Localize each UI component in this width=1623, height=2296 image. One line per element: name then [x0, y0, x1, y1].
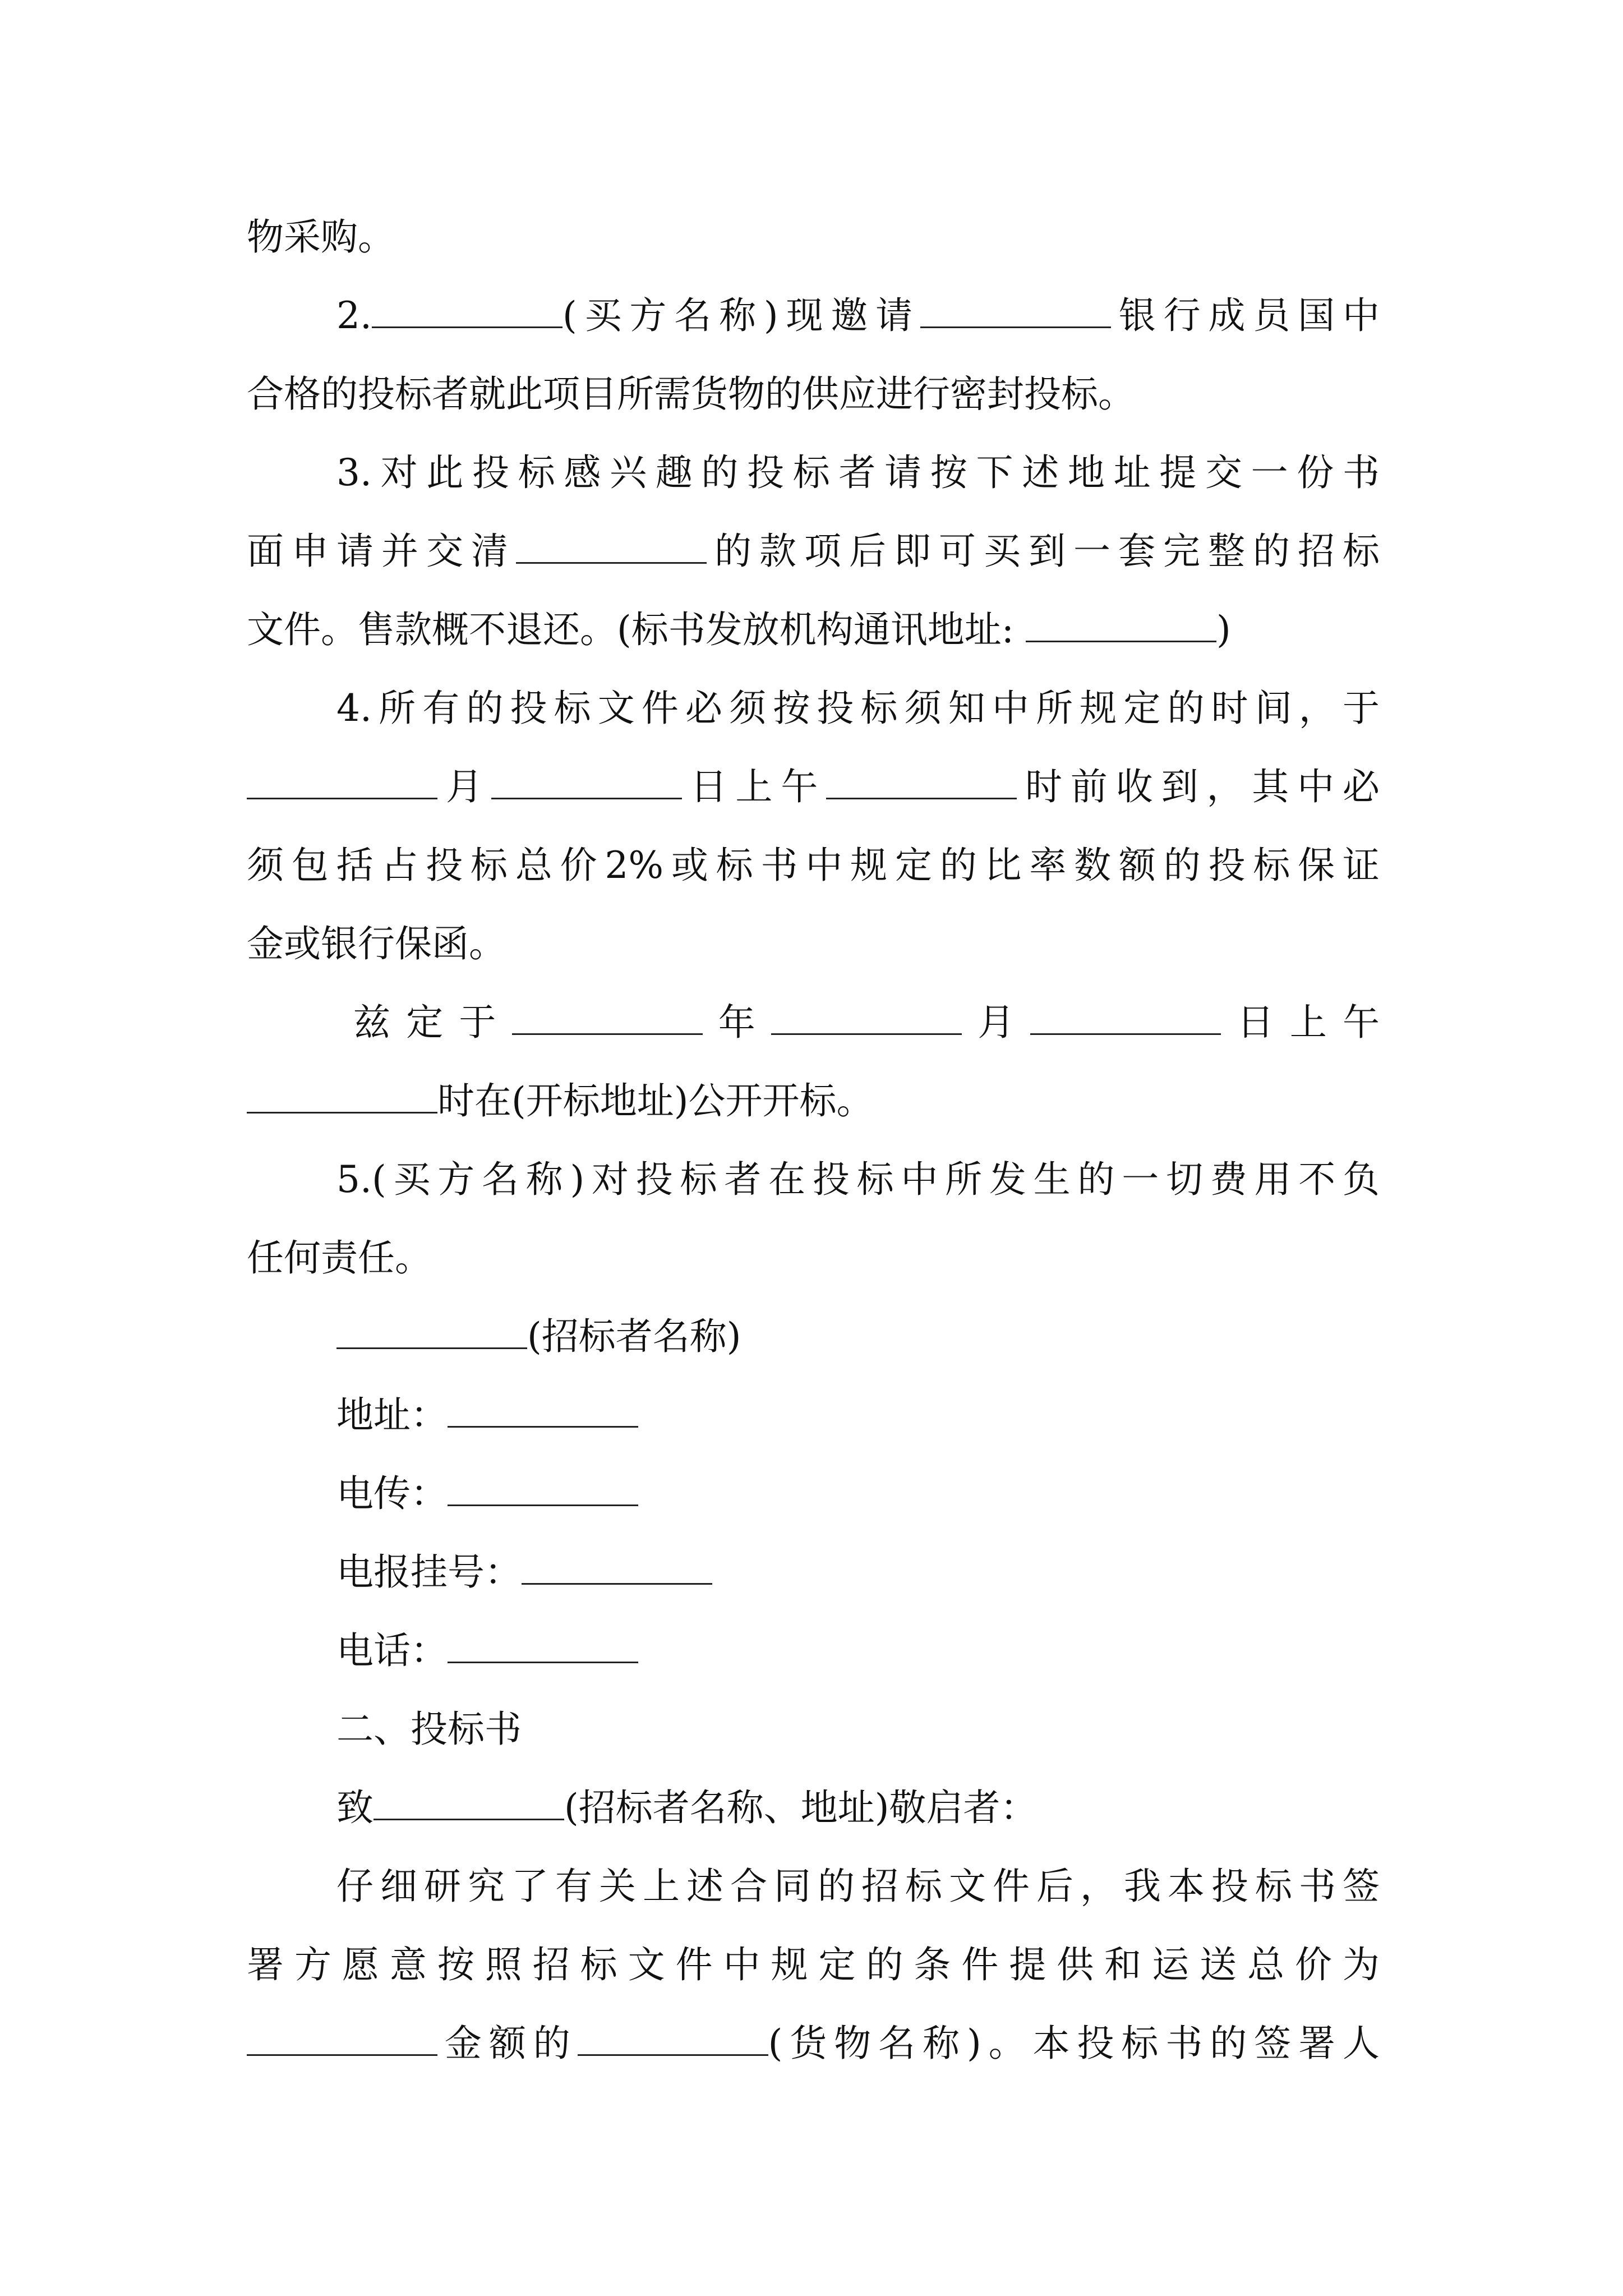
text-segment: 文件。售款概不退还。(标书发放机构通讯地址: — [247, 608, 1014, 651]
field-label: 电传： — [336, 1472, 448, 1515]
text-line — [336, 1774, 1380, 1842]
text-segment: 金或银行保函。 — [247, 922, 506, 965]
text-segment: 4.所有的投标文件必须按投标须知中所规定的时间，于 — [336, 687, 1380, 730]
text-segment: 时在(开标地址)公开开标。 — [437, 1079, 874, 1122]
fill-blank[interactable] — [491, 764, 682, 799]
fill-blank[interactable] — [448, 1471, 638, 1506]
fill-blank[interactable] — [448, 1628, 638, 1663]
text-line — [336, 1303, 1380, 1370]
text-line — [247, 518, 1380, 585]
text-line — [336, 282, 1380, 349]
text-line — [247, 832, 1380, 899]
text-segment: 3.对此投标感兴趣的投标者请按下述地址提交一份书 — [336, 451, 1380, 494]
text-segment: (招标者名称、地址)敬启者： — [564, 1786, 1038, 1829]
text-segment: 兹定于 — [353, 1001, 512, 1044]
text-line — [336, 1853, 1380, 1920]
text-segment: 仔细研究了有关上述合同的招标文件后，我本投标书签 — [336, 1865, 1380, 1908]
field-label: 电报挂号： — [336, 1550, 522, 1594]
text-segment: 须包括占投标总价2%或标书中规定的比率数额的投标保证 — [247, 844, 1380, 887]
text-line — [336, 439, 1380, 507]
field-label: 地址： — [336, 1393, 448, 1437]
fill-blank[interactable] — [516, 528, 707, 564]
text-segment: 物采购。 — [247, 215, 395, 259]
text-segment: 的款项后即可买到一套完整的招标 — [707, 530, 1380, 573]
text-line — [353, 989, 1380, 1056]
text-segment: 致 — [336, 1786, 374, 1829]
text-segment: 银行成员国中 — [1111, 294, 1380, 337]
fill-blank[interactable] — [826, 764, 1017, 799]
fill-blank[interactable] — [771, 1000, 962, 1035]
text-line — [247, 753, 1380, 821]
section-heading — [336, 1696, 1380, 1763]
text-line — [247, 1225, 1380, 1292]
text-line — [336, 1382, 1380, 1449]
text-segment: 署方愿意按照招标文件中规定的条件提供和运送总价为 — [247, 1943, 1380, 1986]
text-segment: 日上午 — [1221, 1001, 1380, 1044]
text-segment: (货物名称)。本投标书的签署人 — [768, 2022, 1380, 2065]
fill-blank[interactable] — [247, 764, 437, 799]
fill-blank[interactable] — [374, 1785, 564, 1820]
text-segment: (买方名称)现邀请 — [562, 294, 920, 337]
text-line — [247, 1931, 1380, 1999]
text-segment: 年 — [702, 1001, 772, 1044]
text-segment: (招标者名称) — [527, 1315, 741, 1358]
text-segment: 二、投标书 — [336, 1708, 522, 1751]
text-line — [247, 596, 1380, 664]
fill-blank[interactable] — [372, 293, 562, 328]
text-segment: 合格的投标者就此项目所需货物的供应进行密封投标。 — [247, 372, 1135, 416]
text-line — [247, 1068, 1380, 1135]
field-label: 电话： — [336, 1629, 448, 1672]
text-line — [336, 1539, 1380, 1606]
text-line — [336, 1146, 1380, 1213]
fill-blank[interactable] — [920, 293, 1111, 328]
text-segment: 5.(买方名称)对投标者在投标中所发生的一切费用不负 — [336, 1158, 1380, 1201]
text-line — [247, 204, 1380, 271]
text-line — [336, 675, 1380, 742]
text-line — [336, 1617, 1380, 1685]
fill-blank[interactable] — [522, 1549, 712, 1585]
text-segment: 时前收到，其中必 — [1017, 765, 1380, 808]
text-segment: 月 — [437, 765, 491, 808]
fill-blank[interactable] — [578, 2021, 768, 2056]
text-line — [336, 1460, 1380, 1527]
fill-blank[interactable] — [247, 2021, 437, 2056]
text-line — [247, 2010, 1380, 2077]
text-segment: 月 — [962, 1001, 1031, 1044]
text-line — [247, 910, 1380, 978]
fill-blank[interactable] — [512, 1000, 703, 1035]
text-segment: ) — [1216, 608, 1231, 651]
fill-blank[interactable] — [336, 1314, 527, 1349]
text-segment: 金额的 — [437, 2022, 578, 2065]
fill-blank[interactable] — [247, 1078, 437, 1114]
text-segment: 日上午 — [681, 765, 827, 808]
text-line — [247, 361, 1380, 428]
fill-blank[interactable] — [1030, 1000, 1221, 1035]
text-segment: 任何责任。 — [247, 1236, 432, 1280]
text-segment: 面申请并交清 — [247, 530, 516, 573]
fill-blank[interactable] — [1026, 607, 1216, 642]
item-number: 2. — [336, 294, 372, 337]
fill-blank[interactable] — [448, 1392, 638, 1428]
